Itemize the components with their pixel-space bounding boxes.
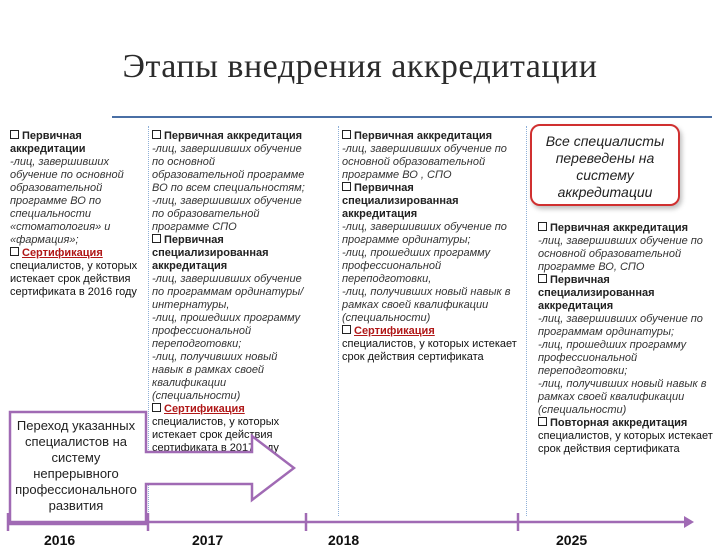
stage-heading: Повторная аккредитация: [538, 417, 716, 430]
checkbox-bullet-icon: [538, 274, 547, 283]
title-divider: [112, 116, 712, 118]
stage-item: -лиц, получивших новый навык в рамках своей квалификации (специальности): [342, 286, 511, 324]
stage-heading: Первичная специализированная аккредитация: [538, 274, 655, 312]
checkbox-bullet-icon: [10, 247, 19, 256]
year-label: 2025: [556, 532, 588, 548]
stage-item: -лиц, получивших новый навык в рамках своей квалификации (специальности): [152, 351, 278, 402]
stage-item: -лиц, прошедших программу профессиональной переподготовки,: [342, 247, 491, 285]
stage-2016-column: [10, 130, 144, 299]
transition-text: Переход указанных специалистов на систему непрерывного профессионального развития: [15, 418, 137, 513]
timeline-axis: [0, 510, 720, 540]
stage-2025-column: [538, 222, 716, 456]
stage-item: -лиц, получивших новый навык в рамках своей квалификации (специальности): [538, 378, 707, 416]
stage-item: -лиц, завершивших обучение по основной образовательной программе ВО , СПО: [342, 143, 507, 181]
stage-item: -лиц, прошедших программу профессиональной переподготовки;: [538, 339, 687, 377]
stage-item: -лиц, завершивших обучение по программам ординатуры/ интернатуры,: [152, 273, 304, 311]
checkbox-bullet-icon: [342, 130, 351, 139]
stage-heading: Первичная специализированная аккредитация: [152, 234, 269, 272]
year-label: 2018: [328, 532, 360, 548]
stage-heading: Первичная аккредитация: [538, 222, 716, 235]
checkbox-bullet-icon: [10, 130, 19, 139]
stage-item: -лиц, завершивших обучение по основной образовательной программе ВО, СПО: [538, 235, 703, 273]
stage-heading: Первичная аккредитация: [152, 130, 310, 143]
stage-heading: Первичная аккредитация: [342, 130, 520, 143]
stage-item: -лиц, завершивших обучение по основной образовательной программе ВО по всем специальностям;: [152, 143, 305, 194]
stage-heading: Первичная аккредитации: [10, 130, 86, 155]
stage-2017-column: [152, 130, 310, 455]
checkbox-bullet-icon: [342, 182, 351, 191]
stage-heading: Сертификация: [152, 403, 310, 416]
checkbox-bullet-icon: [538, 222, 547, 231]
stage-heading: Сертификация: [10, 247, 144, 260]
stage-2018-column: [342, 130, 520, 364]
checkbox-bullet-icon: [538, 417, 547, 426]
stage-item: -лиц, завершивших обучение по образовательной программе СПО: [152, 195, 302, 233]
year-label: 2017: [192, 532, 224, 548]
stage-item: -лиц, завершивших обучение по основной образовательной программе ВО по специальности «стоматология» и «фармация»;: [10, 156, 124, 246]
checkbox-bullet-icon: [342, 325, 351, 334]
page-title: Этапы внедрения аккредитации: [122, 48, 598, 85]
stage-heading: Сертификация: [342, 325, 520, 338]
all-specialists-callout: Все специалисты переведены на систему аккредитации: [530, 124, 680, 206]
stage-item: специалистов, у которых истекает срок действия сертификата: [342, 338, 517, 363]
checkbox-bullet-icon: [152, 234, 161, 243]
stage-item: -лиц, завершивших обучение по программе ординатуры;: [342, 221, 507, 246]
stage-item: -лиц, завершивших обучение по программам ординатуры;: [538, 313, 703, 338]
stage-item: специалистов, у которых истекает срок действия сертификата в 2016 году: [10, 260, 138, 298]
stage-item: -лиц, прошедших программу профессиональной переподготовки;: [152, 312, 301, 350]
checkbox-bullet-icon: [152, 130, 161, 139]
stage-item: специалистов, у которых истекает срок действия сертификата в 2017 году: [152, 416, 280, 454]
column-divider: [526, 126, 527, 516]
column-divider: [338, 126, 339, 516]
stage-heading: Первичная специализированная аккредитация: [342, 182, 459, 220]
year-label: 2016: [44, 532, 76, 548]
stage-item: специалистов, у которых истекает срок действия сертификата: [538, 430, 713, 455]
